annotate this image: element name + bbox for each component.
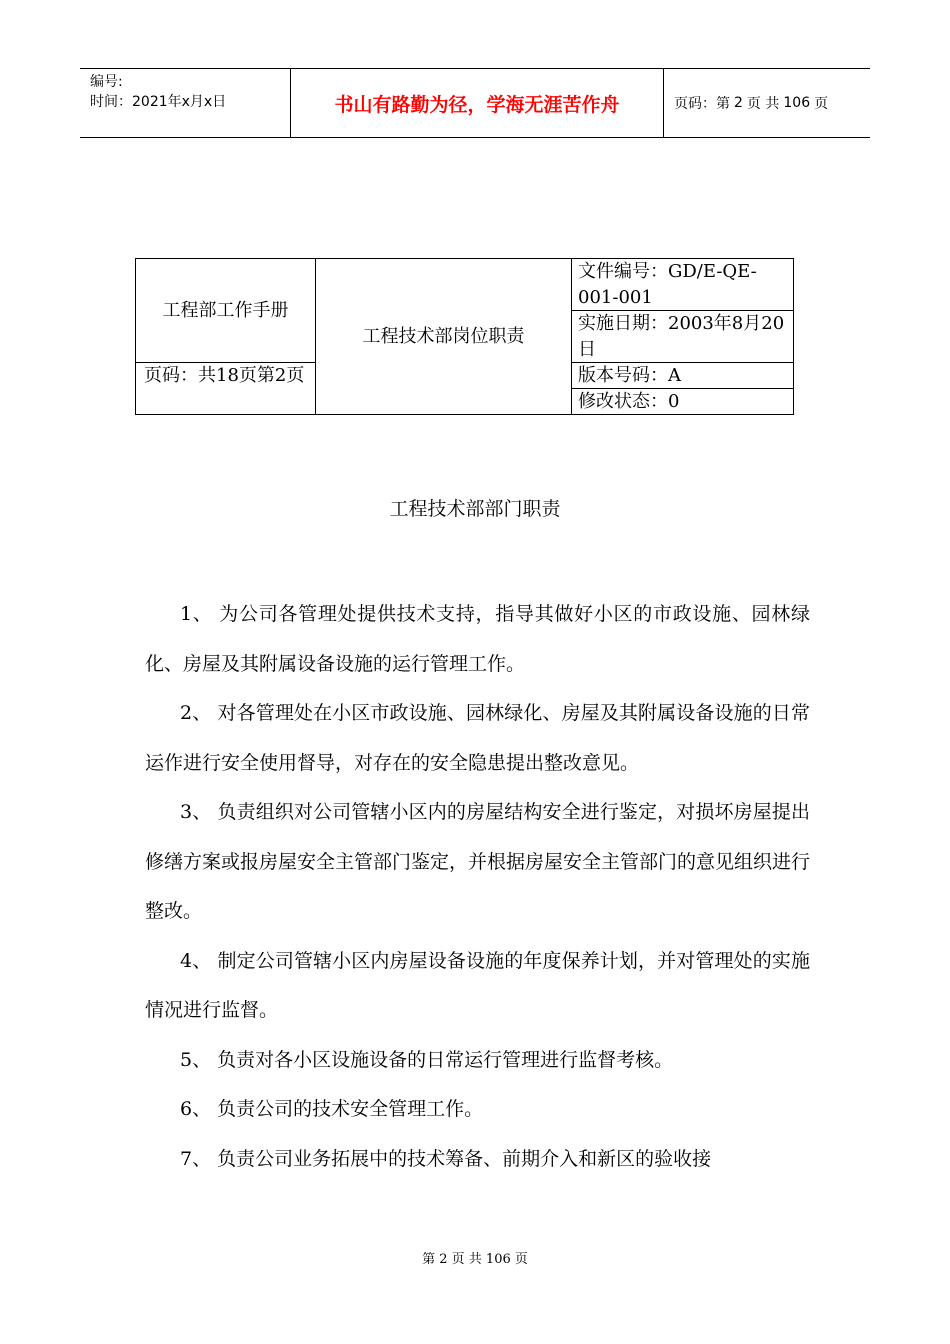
page-mid: 页 共 xyxy=(746,96,780,112)
duty-paragraph: 1、 为公司各管理处提供技术支持，指导其做好小区的市政设施、园林绿化、房屋及其附属设备设施的运行管理工作。 xyxy=(145,603,810,675)
header-meta xyxy=(80,69,291,137)
page-label: 页码：第 xyxy=(674,96,730,112)
duty-paragraph: 4、 制定公司管辖小区内房屋设备设施的年度保养计划，并对管理处的实施情况进行监督。 xyxy=(145,949,810,1021)
effective-date-cell: 实施日期：2003年8月20日 xyxy=(572,311,794,363)
section-heading: 工程技术部部门职责 xyxy=(389,498,561,520)
document-title-cell: 工程技术部岗位职责 xyxy=(316,259,572,415)
duty-paragraph: 5、 负责对各小区设施设备的日常运行管理进行监督考核。 xyxy=(180,1048,674,1071)
page-footer: 第 2 页 共 106 页 xyxy=(422,1252,528,1267)
duty-paragraph: 7、 负责公司业务拓展中的技术筹备、前期介入和新区的验收接 xyxy=(180,1147,712,1170)
page-count-cell: 页码：共18页第2页 xyxy=(136,363,316,415)
version-cell: 版本号码：A xyxy=(572,363,794,389)
number-label: 编号: xyxy=(90,74,123,90)
revision-cell: 修改状态：0 xyxy=(578,391,680,412)
header-motto: 书山有路勤为径，学海无涯苦作舟 xyxy=(291,69,664,137)
page-total: 106 xyxy=(783,95,811,111)
manual-name-cell: 工程部工作手册 xyxy=(136,259,316,363)
page-end: 页 xyxy=(814,96,829,112)
document-info-table xyxy=(135,258,794,415)
page-header xyxy=(80,68,870,138)
header-page-info xyxy=(664,69,870,137)
time-label: 时间：2021年x月x日 xyxy=(90,94,227,110)
duty-paragraph: 6、 负责公司的技术安全管理工作。 xyxy=(180,1098,484,1120)
duty-paragraph: 3、 负责组织对公司管辖小区内的房屋结构安全进行鉴定，对损坏房屋提出修缮方案或报房屋安全主管部门鉴定，并根据房屋安全主管部门的意见组织进行整改。 xyxy=(145,801,811,922)
document-number-cell: 文件编号：GD/E-QE-001-001 xyxy=(572,259,794,311)
duty-paragraph: 2、 对各管理处在小区市政设施、园林绿化、房屋及其附属设备设施的日常运作进行安全使用督导，对存在的安全隐患提出整改意见。 xyxy=(145,702,810,774)
duties-body xyxy=(145,590,810,1184)
page-current: 2 xyxy=(734,95,743,111)
